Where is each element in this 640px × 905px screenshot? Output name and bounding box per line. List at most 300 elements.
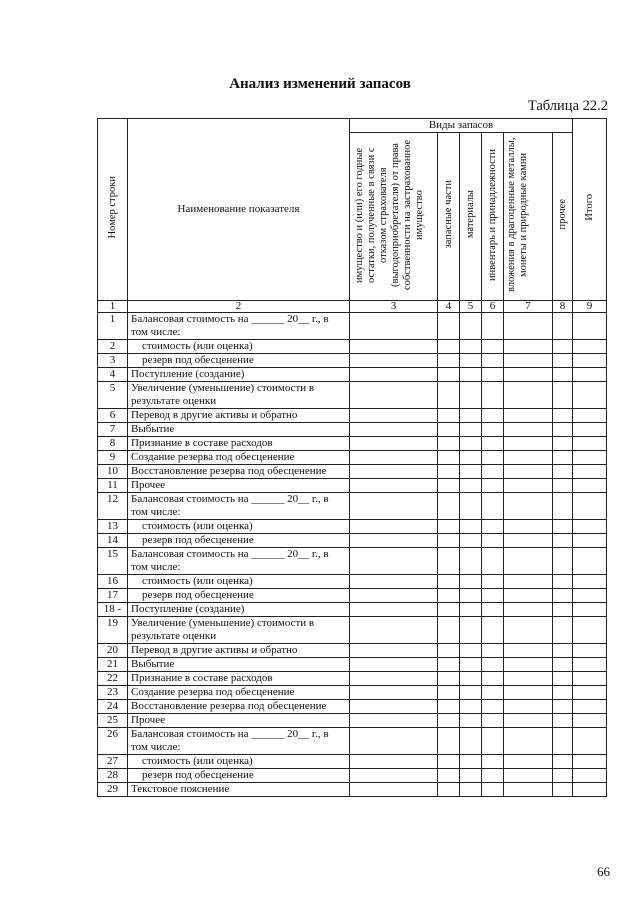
value-cell[interactable] (460, 644, 482, 658)
value-cell[interactable] (438, 548, 460, 575)
value-cell[interactable] (350, 755, 438, 769)
table-row (98, 769, 607, 783)
value-cell[interactable] (504, 479, 553, 493)
value-cell[interactable] (482, 493, 504, 520)
value-cell[interactable] (460, 520, 482, 534)
table-row (98, 658, 607, 672)
value-cell[interactable] (482, 714, 504, 728)
table-row (98, 437, 607, 451)
value-cell[interactable] (350, 575, 438, 589)
row-number: 11 (98, 479, 128, 493)
value-cell[interactable] (482, 728, 504, 755)
table-row (98, 409, 607, 423)
value-cell[interactable] (460, 658, 482, 672)
value-cell[interactable] (460, 354, 482, 368)
value-cell[interactable] (553, 700, 573, 714)
table-row (98, 755, 607, 769)
row-indicator-name: Балансовая стоимость на ______ 20__ г., в том числе: (128, 493, 350, 520)
column-index: 5 (460, 301, 482, 313)
row-number: 1 (98, 313, 128, 340)
value-cell[interactable] (573, 728, 607, 755)
row-number: 7 (98, 423, 128, 437)
value-cell[interactable] (504, 354, 553, 368)
row-indicator-name: Поступление (создание) (128, 603, 350, 617)
value-cell[interactable] (460, 368, 482, 382)
value-cell[interactable] (553, 409, 573, 423)
value-cell[interactable] (504, 686, 553, 700)
row-number: 28 (98, 769, 128, 783)
header-indicator-name: Наименование показателя (128, 119, 350, 301)
row-number: 4 (98, 368, 128, 382)
row-indicator-name: стоимость (или оценка) (128, 520, 350, 534)
value-cell[interactable] (573, 520, 607, 534)
value-cell[interactable] (482, 686, 504, 700)
row-indicator-name: Признание в составе расходов (128, 672, 350, 686)
value-cell[interactable] (504, 313, 553, 340)
value-cell[interactable] (573, 354, 607, 368)
table-row (98, 368, 607, 382)
value-cell[interactable] (438, 313, 460, 340)
table-row (98, 603, 607, 617)
row-number: 15 (98, 548, 128, 575)
value-cell[interactable] (553, 340, 573, 354)
value-cell[interactable] (438, 589, 460, 603)
header-col5: материалы (460, 133, 482, 301)
value-cell[interactable] (438, 672, 460, 686)
value-cell[interactable] (438, 340, 460, 354)
row-number: 17 (98, 589, 128, 603)
value-cell[interactable] (553, 534, 573, 548)
value-cell[interactable] (553, 354, 573, 368)
value-cell[interactable] (350, 493, 438, 520)
table-row (98, 451, 607, 465)
value-cell[interactable] (438, 700, 460, 714)
value-cell[interactable] (350, 714, 438, 728)
row-number: 13 (98, 520, 128, 534)
value-cell[interactable] (553, 368, 573, 382)
value-cell[interactable] (504, 520, 553, 534)
value-cell[interactable] (504, 603, 553, 617)
table-row (98, 728, 607, 755)
value-cell[interactable] (460, 589, 482, 603)
value-cell[interactable] (504, 617, 553, 644)
value-cell[interactable] (460, 617, 482, 644)
value-cell[interactable] (482, 603, 504, 617)
row-indicator-name: Признание в составе расходов (128, 437, 350, 451)
value-cell[interactable] (573, 313, 607, 340)
value-cell[interactable] (438, 354, 460, 368)
value-cell[interactable] (573, 534, 607, 548)
value-cell[interactable] (350, 534, 438, 548)
value-cell[interactable] (460, 340, 482, 354)
table-row (98, 589, 607, 603)
table-row (98, 479, 607, 493)
row-number: 18 - (98, 603, 128, 617)
value-cell[interactable] (350, 313, 438, 340)
row-indicator-name: Перевод в другие активы и обратно (128, 644, 350, 658)
value-cell[interactable] (482, 783, 504, 797)
value-cell[interactable] (573, 644, 607, 658)
table-row (98, 575, 607, 589)
value-cell[interactable] (438, 423, 460, 437)
value-cell[interactable] (438, 534, 460, 548)
value-cell[interactable] (573, 437, 607, 451)
row-number: 2 (98, 340, 128, 354)
column-index: 8 (553, 301, 573, 313)
value-cell[interactable] (438, 769, 460, 783)
value-cell[interactable] (573, 548, 607, 575)
table-row (98, 520, 607, 534)
row-indicator-name: резерв под обесценение (128, 354, 350, 368)
value-cell[interactable] (438, 493, 460, 520)
value-cell[interactable] (573, 368, 607, 382)
value-cell[interactable] (553, 714, 573, 728)
value-cell[interactable] (350, 769, 438, 783)
table-row (98, 534, 607, 548)
row-indicator-name: Балансовая стоимость на ______ 20__ г., в том числе: (128, 313, 350, 340)
value-cell[interactable] (573, 686, 607, 700)
value-cell[interactable] (504, 700, 553, 714)
value-cell[interactable] (460, 382, 482, 409)
header-row-number: Номер строки (98, 119, 128, 301)
page-title: Анализ изменений запасов (229, 76, 411, 92)
value-cell[interactable] (482, 700, 504, 714)
value-cell[interactable] (553, 313, 573, 340)
column-index: 6 (482, 301, 504, 313)
value-cell[interactable] (350, 423, 438, 437)
value-cell[interactable] (482, 423, 504, 437)
value-cell[interactable] (482, 465, 504, 479)
value-cell[interactable] (350, 409, 438, 423)
value-cell[interactable] (573, 382, 607, 409)
value-cell[interactable] (350, 672, 438, 686)
value-cell[interactable] (350, 728, 438, 755)
row-indicator-name: Выбытие (128, 658, 350, 672)
value-cell[interactable] (460, 534, 482, 548)
value-cell[interactable] (438, 644, 460, 658)
value-cell[interactable] (482, 575, 504, 589)
table-row (98, 423, 607, 437)
table-row (98, 313, 607, 340)
table-row (98, 783, 607, 797)
value-cell[interactable] (350, 465, 438, 479)
value-cell[interactable] (460, 313, 482, 340)
value-cell[interactable] (553, 465, 573, 479)
value-cell[interactable] (482, 520, 504, 534)
row-indicator-name: Перевод в другие активы и обратно (128, 409, 350, 423)
row-number: 21 (98, 658, 128, 672)
column-index: 2 (128, 301, 350, 313)
value-cell[interactable] (573, 617, 607, 644)
row-number: 20 (98, 644, 128, 658)
value-cell[interactable] (482, 755, 504, 769)
value-cell[interactable] (573, 340, 607, 354)
value-cell[interactable] (553, 603, 573, 617)
value-cell[interactable] (573, 423, 607, 437)
value-cell[interactable] (573, 409, 607, 423)
row-number: 10 (98, 465, 128, 479)
value-cell[interactable] (482, 354, 504, 368)
value-cell[interactable] (460, 493, 482, 520)
value-cell[interactable] (553, 658, 573, 672)
column-index: 3 (350, 301, 438, 313)
value-cell[interactable] (350, 354, 438, 368)
column-index: 9 (573, 301, 607, 313)
value-cell[interactable] (504, 783, 553, 797)
value-cell[interactable] (438, 382, 460, 409)
value-cell[interactable] (553, 493, 573, 520)
row-number: 22 (98, 672, 128, 686)
value-cell[interactable] (350, 700, 438, 714)
value-cell[interactable] (553, 479, 573, 493)
value-cell[interactable] (504, 755, 553, 769)
value-cell[interactable] (573, 465, 607, 479)
value-cell[interactable] (553, 672, 573, 686)
value-cell[interactable] (573, 658, 607, 672)
row-number: 14 (98, 534, 128, 548)
value-cell[interactable] (504, 769, 553, 783)
value-cell[interactable] (460, 728, 482, 755)
value-cell[interactable] (504, 672, 553, 686)
row-indicator-name: Прочее (128, 714, 350, 728)
row-indicator-name: Восстановление резерва под обесценение (128, 465, 350, 479)
value-cell[interactable] (460, 409, 482, 423)
value-cell[interactable] (504, 423, 553, 437)
value-cell[interactable] (504, 493, 553, 520)
row-indicator-name: стоимость (или оценка) (128, 575, 350, 589)
value-cell[interactable] (460, 714, 482, 728)
row-indicator-name: Поступление (создание) (128, 368, 350, 382)
value-cell[interactable] (504, 465, 553, 479)
value-cell[interactable] (460, 755, 482, 769)
value-cell[interactable] (438, 603, 460, 617)
value-cell[interactable] (504, 437, 553, 451)
value-cell[interactable] (482, 368, 504, 382)
row-number: 19 (98, 617, 128, 644)
value-cell[interactable] (350, 617, 438, 644)
value-cell[interactable] (504, 409, 553, 423)
value-cell[interactable] (438, 714, 460, 728)
header-col3: имущество и (или) его годные остатки, полученные в связи с отказом страхователя (выгодоприобретателя) от права собственности на застрахованное имущество (350, 133, 438, 301)
value-cell[interactable] (350, 783, 438, 797)
value-cell[interactable] (460, 479, 482, 493)
value-cell[interactable] (350, 437, 438, 451)
value-cell[interactable] (482, 382, 504, 409)
value-cell[interactable] (553, 783, 573, 797)
value-cell[interactable] (573, 769, 607, 783)
table-label: Таблица 22.2 (527, 98, 608, 114)
row-indicator-name: Восстановление резерва под обесценение (128, 700, 350, 714)
table-row (98, 644, 607, 658)
value-cell[interactable] (482, 548, 504, 575)
inventory-change-table (97, 118, 607, 797)
row-number: 6 (98, 409, 128, 423)
value-cell[interactable] (504, 340, 553, 354)
value-cell[interactable] (460, 465, 482, 479)
column-index-row (98, 301, 607, 313)
value-cell[interactable] (553, 617, 573, 644)
value-cell[interactable] (482, 409, 504, 423)
value-cell[interactable] (460, 603, 482, 617)
row-indicator-name: стоимость (или оценка) (128, 755, 350, 769)
value-cell[interactable] (573, 575, 607, 589)
value-cell[interactable] (573, 451, 607, 465)
table-row (98, 340, 607, 354)
value-cell[interactable] (553, 589, 573, 603)
value-cell[interactable] (504, 575, 553, 589)
value-cell[interactable] (553, 686, 573, 700)
value-cell[interactable] (573, 672, 607, 686)
value-cell[interactable] (460, 769, 482, 783)
value-cell[interactable] (350, 368, 438, 382)
value-cell[interactable] (553, 437, 573, 451)
value-cell[interactable] (482, 437, 504, 451)
value-cell[interactable] (350, 340, 438, 354)
table-row (98, 700, 607, 714)
value-cell[interactable] (504, 534, 553, 548)
table-row (98, 354, 607, 368)
value-cell[interactable] (460, 672, 482, 686)
column-index: 7 (504, 301, 553, 313)
row-indicator-name: резерв под обесценение (128, 589, 350, 603)
page-number: 66 (597, 864, 610, 879)
value-cell[interactable] (350, 479, 438, 493)
value-cell[interactable] (482, 617, 504, 644)
value-cell[interactable] (350, 382, 438, 409)
value-cell[interactable] (553, 644, 573, 658)
value-cell[interactable] (504, 644, 553, 658)
value-cell[interactable] (350, 548, 438, 575)
value-cell[interactable] (350, 644, 438, 658)
value-cell[interactable] (504, 548, 553, 575)
value-cell[interactable] (460, 783, 482, 797)
value-cell[interactable] (482, 672, 504, 686)
value-cell[interactable] (438, 465, 460, 479)
value-cell[interactable] (482, 769, 504, 783)
value-cell[interactable] (438, 617, 460, 644)
row-indicator-name: Увеличение (уменьшение) стоимости в результате оценки (128, 617, 350, 644)
value-cell[interactable] (482, 479, 504, 493)
value-cell[interactable] (504, 451, 553, 465)
value-cell[interactable] (438, 755, 460, 769)
value-cell[interactable] (504, 658, 553, 672)
row-number: 9 (98, 451, 128, 465)
table-row (98, 686, 607, 700)
row-number: 5 (98, 382, 128, 409)
value-cell[interactable] (438, 368, 460, 382)
value-cell[interactable] (482, 313, 504, 340)
value-cell[interactable] (553, 728, 573, 755)
row-indicator-name: Создание резерва под обесценение (128, 451, 350, 465)
value-cell[interactable] (438, 658, 460, 672)
value-cell[interactable] (438, 728, 460, 755)
value-cell[interactable] (438, 409, 460, 423)
row-indicator-name: Увеличение (уменьшение) стоимости в результате оценки (128, 382, 350, 409)
value-cell[interactable] (482, 644, 504, 658)
value-cell[interactable] (504, 728, 553, 755)
row-indicator-name: Создание резерва под обесценение (128, 686, 350, 700)
value-cell[interactable] (553, 520, 573, 534)
value-cell[interactable] (438, 479, 460, 493)
row-indicator-name: Прочее (128, 479, 350, 493)
value-cell[interactable] (460, 423, 482, 437)
value-cell[interactable] (504, 589, 553, 603)
value-cell[interactable] (482, 658, 504, 672)
value-cell[interactable] (438, 783, 460, 797)
value-cell[interactable] (553, 755, 573, 769)
value-cell[interactable] (350, 589, 438, 603)
value-cell[interactable] (438, 686, 460, 700)
row-number: 24 (98, 700, 128, 714)
value-cell[interactable] (350, 520, 438, 534)
table-row (98, 714, 607, 728)
row-number: 29 (98, 783, 128, 797)
value-cell[interactable] (482, 534, 504, 548)
row-indicator-name: резерв под обесценение (128, 769, 350, 783)
row-number: 27 (98, 755, 128, 769)
row-indicator-name: резерв под обесценение (128, 534, 350, 548)
value-cell[interactable] (438, 520, 460, 534)
value-cell[interactable] (350, 451, 438, 465)
value-cell[interactable] (350, 686, 438, 700)
value-cell[interactable] (460, 575, 482, 589)
column-index: 1 (98, 301, 128, 313)
value-cell[interactable] (438, 437, 460, 451)
value-cell[interactable] (438, 451, 460, 465)
value-cell[interactable] (460, 548, 482, 575)
value-cell[interactable] (553, 382, 573, 409)
table-row (98, 382, 607, 409)
value-cell[interactable] (553, 769, 573, 783)
value-cell[interactable] (553, 575, 573, 589)
value-cell[interactable] (460, 437, 482, 451)
table-row (98, 493, 607, 520)
value-cell[interactable] (350, 603, 438, 617)
value-cell[interactable] (573, 603, 607, 617)
value-cell[interactable] (460, 700, 482, 714)
table-row (98, 672, 607, 686)
row-indicator-name: Балансовая стоимость на ______ 20__ г., в том числе: (128, 548, 350, 575)
value-cell[interactable] (573, 714, 607, 728)
header-col8: прочее (553, 133, 573, 301)
value-cell[interactable] (553, 451, 573, 465)
header-total: Итого (573, 119, 607, 301)
value-cell[interactable] (573, 755, 607, 769)
value-cell[interactable] (573, 589, 607, 603)
header-inventory-types: Виды запасов (350, 119, 573, 133)
value-cell[interactable] (504, 382, 553, 409)
value-cell[interactable] (573, 700, 607, 714)
value-cell[interactable] (350, 658, 438, 672)
value-cell[interactable] (573, 783, 607, 797)
value-cell[interactable] (553, 548, 573, 575)
value-cell[interactable] (460, 686, 482, 700)
value-cell[interactable] (504, 714, 553, 728)
value-cell[interactable] (553, 423, 573, 437)
value-cell[interactable] (573, 479, 607, 493)
column-index: 4 (438, 301, 460, 313)
value-cell[interactable] (460, 451, 482, 465)
row-number: 16 (98, 575, 128, 589)
value-cell[interactable] (438, 575, 460, 589)
value-cell[interactable] (482, 340, 504, 354)
row-indicator-name: Балансовая стоимость на ______ 20__ г., в том числе: (128, 728, 350, 755)
value-cell[interactable] (573, 493, 607, 520)
row-number: 3 (98, 354, 128, 368)
value-cell[interactable] (482, 451, 504, 465)
value-cell[interactable] (482, 589, 504, 603)
value-cell[interactable] (504, 368, 553, 382)
